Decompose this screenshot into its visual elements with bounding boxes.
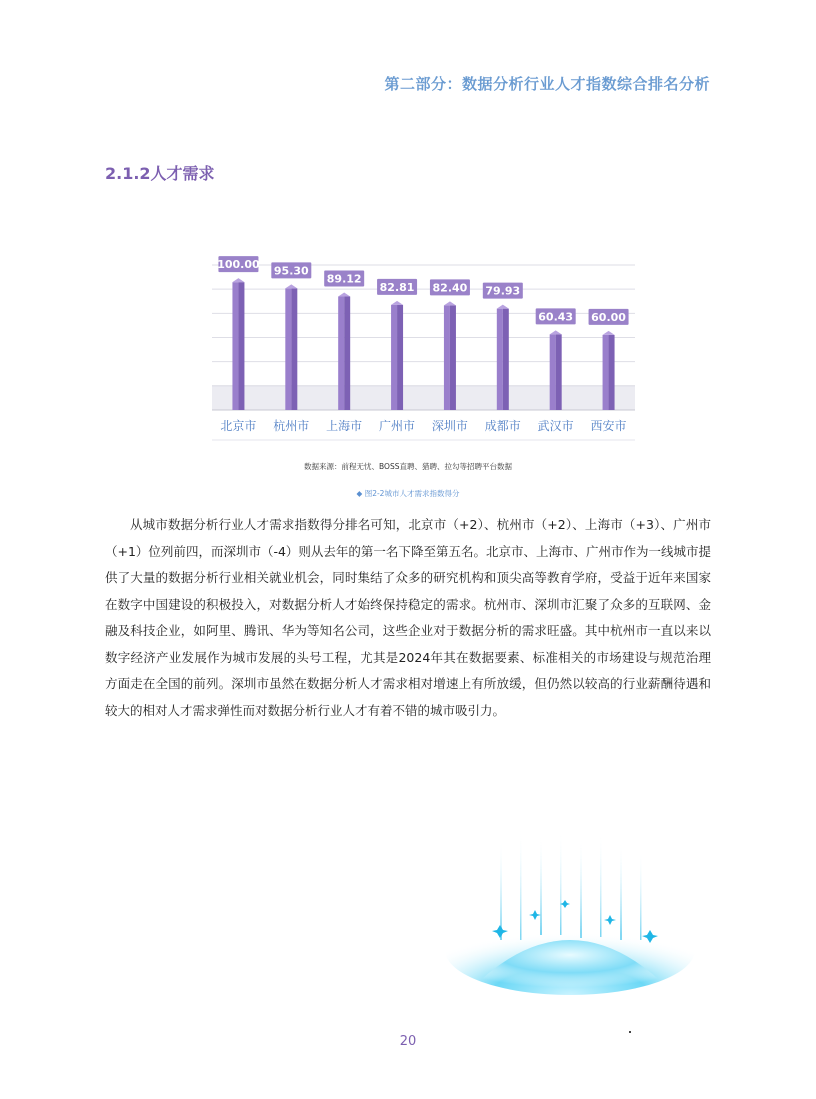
- bar: [285, 284, 297, 410]
- data-label: [430, 279, 470, 295]
- page-number: 20: [399, 1034, 417, 1049]
- data-label: [217, 256, 260, 272]
- svg-text:82.81: 82.81: [379, 280, 415, 294]
- bar: [603, 331, 615, 410]
- svg-text:82.40: 82.40: [432, 281, 468, 295]
- data-label: [271, 262, 311, 278]
- svg-text:60.43: 60.43: [538, 310, 574, 324]
- svg-text:95.30: 95.30: [273, 264, 309, 278]
- data-source-note: 数据来源：前程无忧、BOSS直聘、猎聘、拉勾等招聘平台数据: [304, 462, 512, 471]
- category-label: 西安市: [590, 419, 627, 433]
- header-title: 第二部分：数据分析行业人才指数综合排名分析: [384, 75, 710, 93]
- category-label: 深圳市: [431, 419, 468, 433]
- category-label: 上海市: [326, 419, 363, 433]
- data-label: [536, 308, 576, 324]
- stray-dot: [629, 1031, 631, 1033]
- figure-caption: ◆ 图2-2城市人才需求指数得分: [356, 489, 460, 498]
- category-label: 北京市: [220, 419, 257, 433]
- data-label: [377, 279, 417, 295]
- svg-text:89.12: 89.12: [326, 272, 362, 286]
- data-label: [589, 309, 629, 325]
- bar: [497, 305, 509, 410]
- svg-text:60.00: 60.00: [591, 310, 626, 324]
- svg-text:100.00: 100.00: [217, 258, 260, 272]
- data-label: [483, 283, 523, 299]
- section-title: 2.1.2人才需求: [105, 164, 215, 183]
- category-label: 广州市: [379, 419, 416, 433]
- bar: [232, 278, 244, 410]
- bar: [391, 301, 403, 410]
- body-paragraph: 从城市数据分析行业人才需求指数得分排名可知，北京市（+2）、杭州市（+2）、上海市（+3）、广州市（+1）位列前四，而深圳市（-4）则从去年的第一名下降至第五名。北京市、上海市、广州市作为一线城市提供了大量的数据分析行业相关就业机会，同时集结了众多的研究机构和顶尖高等教育学府，受益于近年来国家在数字中国建设的积极投入，对数据分析人才始终保持稳定的需求。杭州市、深圳市汇聚了众多的互联网、金融及科技企业，如阿里、腾讯、华为等知名公司，这些企业对于数据分析的需求旺盛。其中杭州市一直以来以数字经济产业发展作为城市发展的头号工程，尤其是2024年其在数据要素、标准相关的市场建设与规范治理方面走在全国的前列。深圳市虽然在数据分析人才需求相对增速上有所放缓，但仍然以较高的行业薪酬待遇和较大的相对人才需求弹性而对数据分析行业人才有着不错的城市吸引力。: [105, 517, 711, 718]
- category-label: 武汉市: [537, 419, 574, 433]
- bar: [338, 293, 350, 410]
- bar: [550, 330, 562, 410]
- category-label: 杭州市: [273, 419, 310, 433]
- category-label: 成都市: [484, 419, 521, 433]
- plot-base-band: [212, 385, 635, 410]
- svg-text:79.93: 79.93: [485, 284, 521, 298]
- city-demand-bar-chart: [200, 255, 650, 445]
- data-label: [324, 271, 364, 287]
- globe-illustration: [440, 830, 700, 1000]
- bar: [444, 301, 456, 410]
